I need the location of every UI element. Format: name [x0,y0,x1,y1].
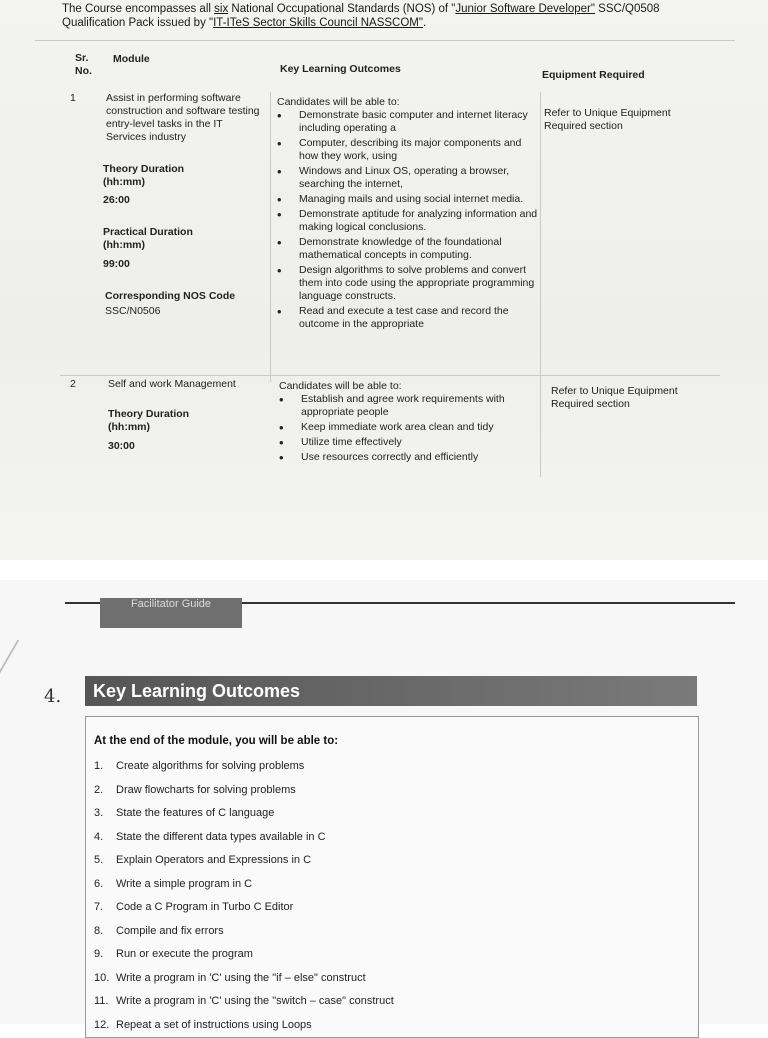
list-item: • Demonstrate knowledge of the foundational mathematical concepts in computing. [277,236,539,262]
header-sr-no: Sr. No. [75,52,92,77]
row1-outcomes [277,96,539,333]
header-key-learning-outcomes: Key Learning Outcomes [280,63,401,75]
list-item: • Managing mails and using social internet media. [277,193,539,206]
list-item: • Windows and Linux OS, operating a browser, searching the internet, [277,165,539,191]
list-item: • Keep immediate work area clean and tidy [279,421,541,434]
table-top-border [35,40,735,41]
list-item: • Read and execute a test case and record the outcome in the appropriate [277,305,539,331]
intro-text-3: SSC/Q0508 Qualification Pack issued by " [62,3,660,29]
list-item: 12. Repeat a set of instructions using Loops [94,1018,312,1031]
section-title-bar [85,676,697,706]
list-item: 11. Write a program in 'C' using the "switch – case" construct [94,995,394,1007]
row2-theory-label: Theory Duration (hh:mm) [108,408,190,433]
row1-practical-duration: 99:00 [103,258,130,270]
list-item: 2. Draw flowcharts for solving problems [94,783,296,796]
list-item: 4. State the different data types available in C [94,830,326,843]
row1-module-name: Assist in performing software construction and software testing entry-level tasks in the IT Services industry [106,92,260,143]
list-item: 9. Run or execute the program [94,948,253,960]
section-title: Key Learning Outcomes [93,681,301,701]
row2-module-name: Self and work Management [108,378,236,390]
facilitator-guide-tab: Facilitator Guide [100,598,242,628]
list-item: • Computer, describing its major components and how they work, using [277,137,539,163]
list-item: 5. Explain Operators and Expressions in C [94,854,312,866]
row1-nos-label: Corresponding NOS Code [105,290,236,302]
list-item: 7. Code a C Program in Turbo C Editor [94,901,294,913]
row1-theory-label: Theory Duration (hh:mm) [103,163,185,188]
row2-theory-duration: 30:00 [108,440,135,452]
intro-qualification-name: Junior Software Developer" [455,3,595,15]
column-divider [270,92,271,382]
intro-paragraph [62,2,722,30]
row2-number: 2 [70,378,76,390]
row1-nos-code: SSC/N0506 [105,305,161,317]
list-item: 8. Compile and fix errors [94,924,224,937]
list-item: 10. Write a program in 'C' using the "if – else" construct [94,971,366,984]
outcomes-box [85,716,699,1038]
row-divider [60,375,720,376]
list-item: 3. State the features of C language [94,807,275,819]
document-page-bottom [0,580,768,1031]
row2-outcomes-lead: Candidates will be able to: [279,380,402,392]
header-equipment-required: Equipment Required [542,69,645,81]
row1-theory-duration: 26:00 [103,194,130,206]
intro-text-2: National Occupational Standards (NOS) of " [228,3,456,15]
outcomes-lead: At the end of the module, you will be able to: [94,735,339,747]
intro-text: The Course encompasses all [62,3,215,15]
row1-number: 1 [70,92,76,104]
row1-equipment: Refer to Unique Equipment Required section [544,107,671,132]
list-item: • Demonstrate basic computer and internet literacy including operating a [277,109,539,135]
list-item: • Demonstrate aptitude for analyzing information and making logical conclusions. [277,208,539,234]
intro-text-4: . [422,17,427,29]
list-item: 1. Create algorithms for solving problems [94,760,305,772]
list-item: • Design algorithms to solve problems and convert them into code using the appropriate programming language constructs. [277,264,539,303]
list-item: • Use resources correctly and efficiently [279,451,541,464]
intro-ssc-name: IT-ITeS Sector Skills Council NASSCOM" [213,17,423,29]
outcomes-list [94,755,394,1037]
row2-equipment: Refer to Unique Equipment Required section [551,385,678,410]
header-module: Module [113,53,150,65]
handwritten-number: 4. [44,686,62,707]
list-item: • Establish and agree work requirements with appropriate people [279,393,541,419]
row1-practical-label: Practical Duration (hh:mm) [103,226,193,251]
intro-six: six [214,3,229,15]
list-item: 6. Write a simple program in C [94,877,253,890]
row1-outcomes-lead: Candidates will be able to: [277,96,400,108]
list-item: • Utilize time effectively [279,436,541,449]
row2-outcomes [279,380,541,466]
